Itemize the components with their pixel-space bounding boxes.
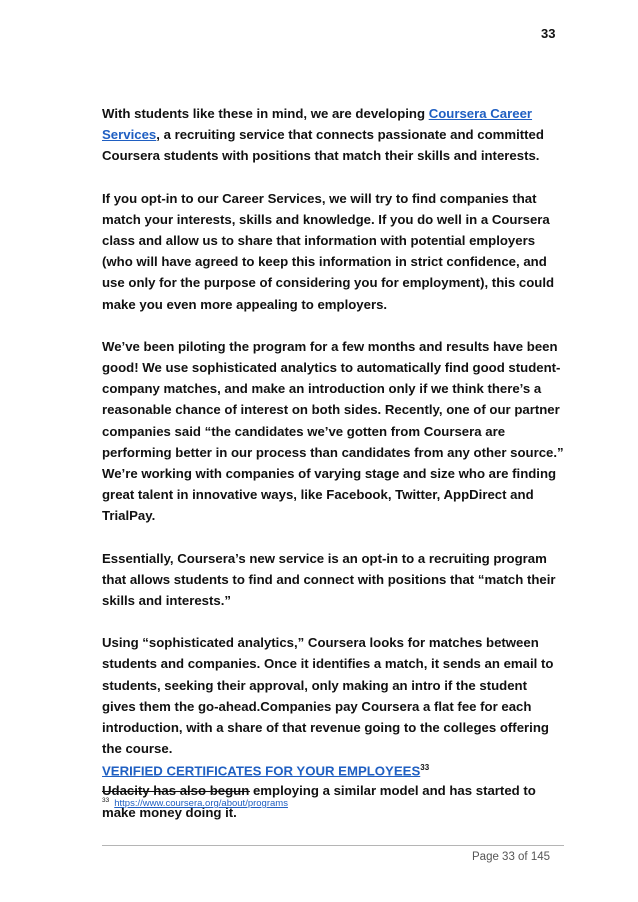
footnote-marker: 33 (102, 797, 110, 804)
document-body (102, 103, 564, 844)
footnote-ref[interactable]: 33 (420, 763, 430, 772)
page-number-top: 33 (541, 26, 556, 41)
paragraph-4: Essentially, Coursera’s new service is an opt-in to a recruiting program that allows students to find and connect with positions that “match their skills and interests.” (102, 550, 556, 609)
footer-divider (102, 845, 564, 846)
paragraph-6: Udacity has also begun employing a similar model and has started to make money doing it. (102, 783, 536, 820)
paragraph-3: We’ve been piloting the program for a few months and results have been good! We use sophisticated analytics to automatically find good student-company matches, and make an introduction only if we think there’s a reasonable chance of interest on both sides. Recently, one of our partner companies said “the candidates we’ve gotten from Coursera are performing better in our process than candidates from any other source.” We’re working with companies of varying stage and size who are finding great talent in innovative ways, like Facebook, Twitter, AppDirect and TrialPay. (102, 338, 564, 524)
paragraph-1-before: With students like these in mind, we are developing (102, 106, 429, 121)
page-footer: Page 33 of 145 (472, 851, 551, 863)
paragraph-5: Using “sophisticated analytics,” Coursera looks for matches between students and companies. Once it identifies a match, it sends an email to students, seeking their approval, only making an intro if the student gives them the go-ahead.Companies pay Coursera a flat fee for each introduction, with a share of that revenue going to the colleges offering the course. (102, 635, 554, 757)
footnote (102, 797, 288, 809)
paragraph-2: If you opt-in to our Career Services, we will try to find companies that match your interests, skills and knowledge. If you do well in a Coursera class and allow us to share that information with potential employers (who will have agreed to keep this information in strict confidence, and use only for the purpose of considering you for employment), this could make you even more appealing to employers. (102, 190, 555, 312)
verified-certificates-link[interactable]: VERIFIED CERTIFICATES FOR YOUR EMPLOYEES (102, 763, 421, 779)
footnote-url-link[interactable]: https://www.coursera.org/about/programs (114, 798, 288, 810)
footnote-divider (102, 791, 250, 792)
paragraph-1 (102, 103, 564, 167)
coursera-career-services-link[interactable]: Coursera Career Services (102, 106, 533, 143)
section-heading (102, 763, 429, 778)
paragraph-1-after: , a recruiting service that connects passionate and committed Coursera students with positions that match their skills and interests. (102, 127, 544, 164)
